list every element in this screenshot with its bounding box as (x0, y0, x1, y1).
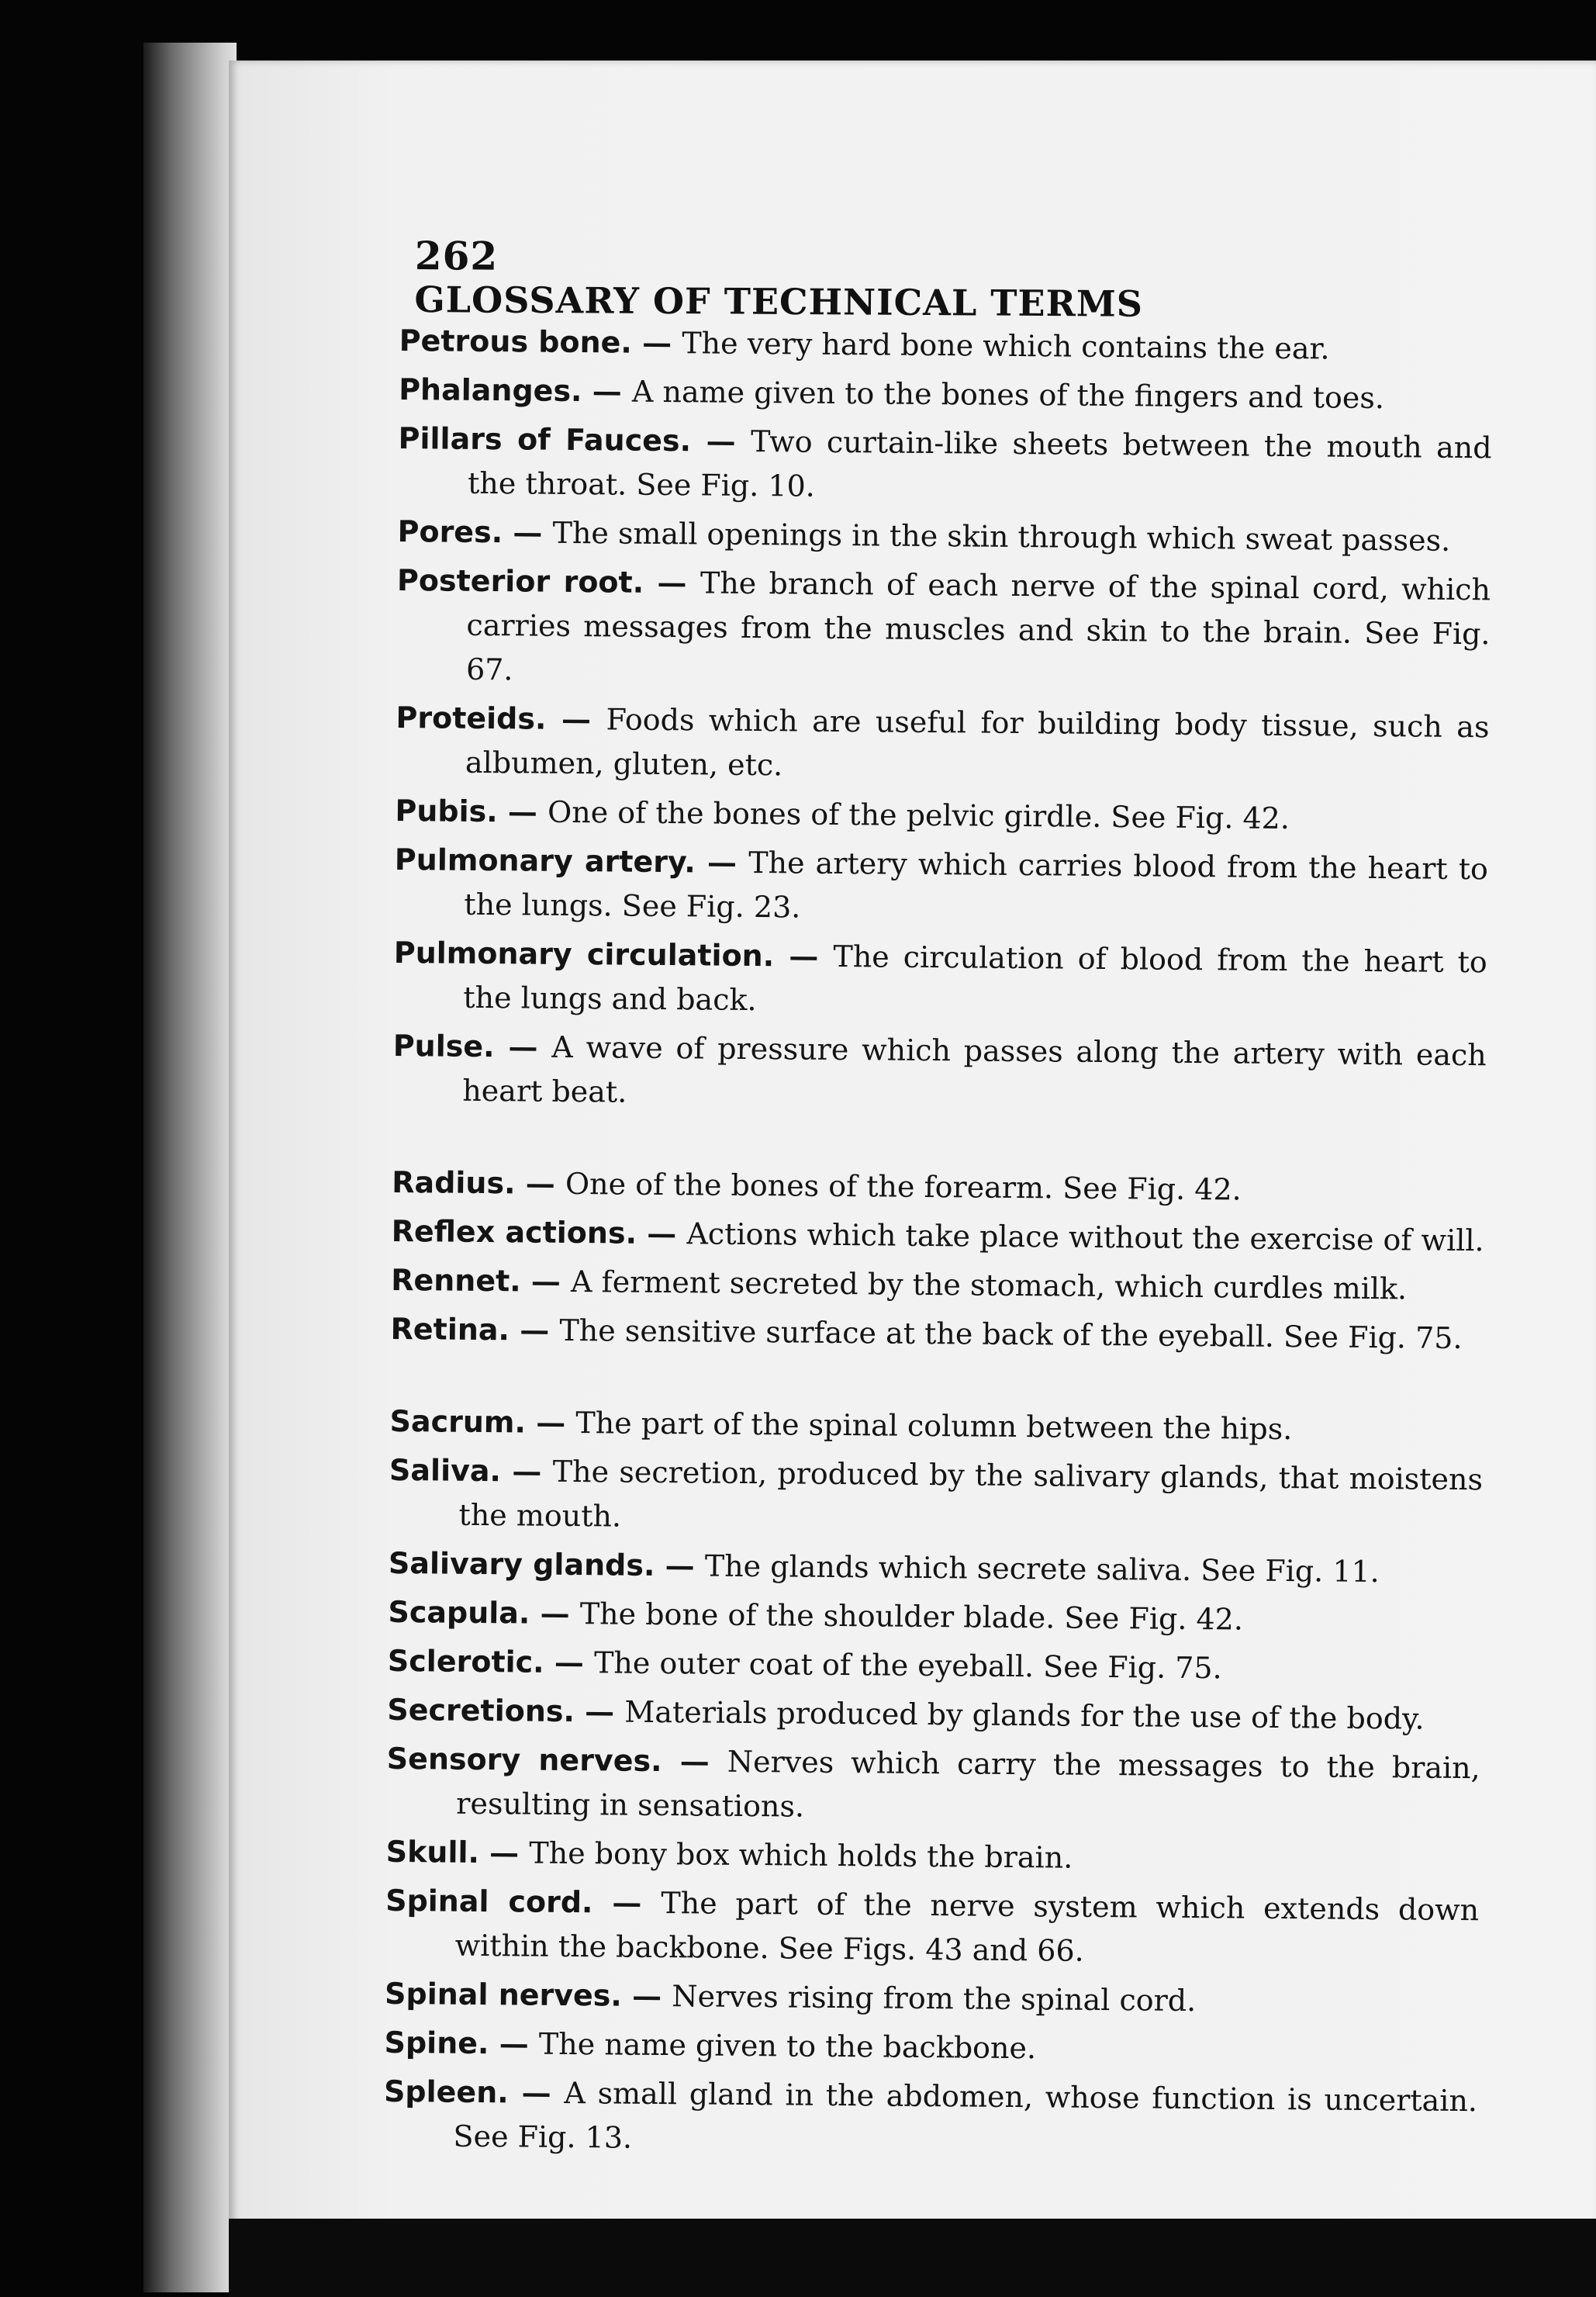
glossary-entry (398, 416, 1492, 514)
em-dash-separator: — (530, 1595, 581, 1631)
glossary-definition: Materials produced by glands for the use of the body. (624, 1694, 1425, 1736)
glossary-definition: One of the bones of the pelvic girdle. See Fig. 42. (547, 794, 1290, 836)
glossary-definition: The bone of the shoulder blade. See Fig. 42. (579, 1596, 1244, 1637)
glossary-entry (396, 558, 1491, 701)
glossary-entry (392, 1023, 1487, 1122)
glossary-term: Sacrum. (389, 1403, 527, 1440)
glossary-entry (385, 1829, 1479, 1884)
glossary-term: Proteids. (396, 700, 547, 736)
glossary-term: Posterior root. (396, 562, 644, 600)
glossary-definition: One of the bones of the forearm. See Fig. 42. (565, 1166, 1242, 1207)
glossary-term: Pores. (397, 514, 503, 550)
glossary-entry (395, 788, 1488, 842)
em-dash-separator: — (546, 701, 606, 737)
glossary-definition: A ferment secreted by the stomach, which curdles milk. (570, 1264, 1408, 1306)
glossary-term: Pulmonary artery. (394, 842, 696, 880)
em-dash-separator: — (489, 2025, 540, 2061)
glossary-term: Petrous bone. (399, 323, 633, 360)
running-title: GLOSSARY OF TECHNICAL TERMS (414, 278, 1144, 325)
em-dash-separator: — (520, 1263, 572, 1299)
glossary-entry (383, 2069, 1477, 2167)
em-dash-separator: — (636, 1215, 687, 1251)
glossary-definition: The glands which secrete saliva. See Fig. 11. (704, 1548, 1380, 1590)
glossary-term: Pubis. (395, 793, 498, 829)
glossary-definition: A wave of pressure which passes along the artery with each heart beat. (462, 1029, 1487, 1109)
glossary-definition: Foods which are useful for building body tissue, such as albumen, gluten, etc. (465, 702, 1490, 783)
glossary-term: Pillars of Fauces. (398, 420, 692, 458)
glossary-section (383, 1399, 1483, 2167)
glossary-definition: The part of the spinal column between the hips. (575, 1406, 1293, 1447)
em-dash-separator: — (574, 1693, 625, 1729)
glossary-definition: Actions which take place without the exercise of will. (686, 1216, 1484, 1258)
em-dash-separator: — (544, 1644, 595, 1680)
glossary-definition: The name given to the backbone. (538, 2026, 1037, 2066)
glossary-definition: The part of the nerve system which extends down within the backbone. See Figs. 43 and 66. (454, 1886, 1480, 1968)
em-dash-separator: — (631, 324, 682, 361)
glossary-definition: The branch of each nerve of the spinal cord, which carries messages from the muscles and skin to the brain. See Fig. 67. (465, 566, 1491, 687)
glossary-entry (399, 318, 1492, 372)
glossary-definition: A small gland in the abdomen, whose function is uncertain. See Fig. 13. (453, 2075, 1478, 2155)
em-dash-separator: — (621, 1977, 672, 2014)
glossary-definition: The outer coat of the eyeball. See Fig. 75. (593, 1645, 1222, 1686)
glossary-term: Sensory nerves. (386, 1741, 662, 1779)
em-dash-separator: — (497, 794, 548, 829)
glossary-entry (384, 2020, 1477, 2074)
glossary-term: Spinal nerves. (384, 1976, 623, 2013)
glossary-section (390, 1160, 1485, 1361)
em-dash-separator: — (508, 2074, 565, 2110)
em-dash-separator: — (690, 423, 751, 458)
glossary-entry (391, 1209, 1484, 1263)
glossary-entry (396, 695, 1490, 794)
glossary-entry (391, 1257, 1484, 1312)
glossary-entry (387, 1687, 1480, 1742)
glossary-entry (388, 1638, 1481, 1693)
glossary-section (392, 318, 1493, 1122)
glossary-term: Scapula. (388, 1594, 530, 1631)
glossary-entry (385, 1971, 1478, 2025)
glossary-content (383, 318, 1493, 2171)
em-dash-separator: — (643, 564, 701, 600)
glossary-entry (389, 1541, 1482, 1595)
glossary-term: Spinal cord. (385, 1883, 593, 1920)
em-dash-separator: — (509, 1312, 560, 1347)
glossary-term: Secretions. (387, 1692, 575, 1729)
glossary-entry (390, 1306, 1484, 1361)
glossary-entry (397, 509, 1491, 563)
glossary-entry (389, 1448, 1483, 1546)
em-dash-separator: — (655, 1547, 706, 1583)
glossary-definition: A name given to the bones of the fingers and toes. (631, 374, 1385, 416)
em-dash-separator: — (502, 514, 553, 550)
em-dash-separator: — (592, 1884, 662, 1921)
glossary-entry (393, 930, 1487, 1029)
glossary-entry (399, 367, 1492, 421)
glossary-definition: The very hard bone which contains the ear. (682, 326, 1330, 366)
glossary-definition: Nerves rising from the spinal cord. (672, 1979, 1197, 2019)
em-dash-separator: — (494, 1029, 552, 1064)
glossary-term: Spleen. (383, 2074, 509, 2110)
glossary-term: Spine. (384, 2025, 489, 2061)
glossary-term: Reflex actions. (391, 1213, 637, 1251)
glossary-term: Phalanges. (399, 372, 582, 409)
glossary-term: Rennet. (390, 1262, 521, 1299)
glossary-definition: The bony box which holds the brain. (529, 1835, 1073, 1875)
glossary-entry (388, 1590, 1481, 1644)
glossary-term: Pulse. (392, 1028, 495, 1064)
glossary-term: Saliva. (389, 1452, 502, 1489)
em-dash-separator: — (695, 844, 749, 880)
glossary-entry (386, 1736, 1480, 1835)
page-bottom-edge (229, 2219, 1596, 2297)
em-dash-separator: — (525, 1404, 576, 1441)
glossary-term: Retina. (390, 1311, 510, 1347)
glossary-definition: The small openings in the skin through which sweat passes. (552, 515, 1451, 558)
em-dash-separator: — (662, 1743, 728, 1779)
glossary-definition: The artery which carries blood from the heart to the lungs. See Fig. 23. (464, 845, 1489, 925)
page-header (414, 233, 1346, 326)
glossary-entry (392, 1160, 1485, 1214)
em-dash-separator: — (582, 373, 633, 409)
glossary-term: Skull. (385, 1834, 480, 1870)
glossary-definition: The secretion, produced by the salivary glands, that moistens the mouth. (458, 1454, 1484, 1534)
glossary-definition: Nerves which carry the messages to the brain, resulting in sensations. (456, 1744, 1480, 1824)
em-dash-separator: — (500, 1453, 553, 1489)
page-number: 262 (414, 233, 499, 279)
glossary-entry (394, 837, 1488, 936)
glossary-term: Sclerotic. (387, 1643, 544, 1680)
em-dash-separator: — (515, 1165, 566, 1201)
glossary-entry (389, 1399, 1483, 1453)
glossary-term: Salivary glands. (388, 1545, 655, 1583)
glossary-definition: The circulation of blood from the heart to the lungs and back. (463, 939, 1487, 1018)
glossary-entry (385, 1878, 1479, 1977)
book-spine-shadow (143, 43, 237, 2292)
glossary-definition: Two curtain-like sheets between the mouth and the throat. See Fig. 10. (467, 424, 1492, 503)
glossary-term: Pulmonary circulation. (393, 935, 775, 974)
em-dash-separator: — (773, 938, 834, 974)
glossary-term: Radius. (392, 1164, 516, 1201)
glossary-definition: The sensitive surface at the back of the eyeball. See Fig. 75. (559, 1313, 1463, 1356)
em-dash-separator: — (478, 1834, 530, 1870)
